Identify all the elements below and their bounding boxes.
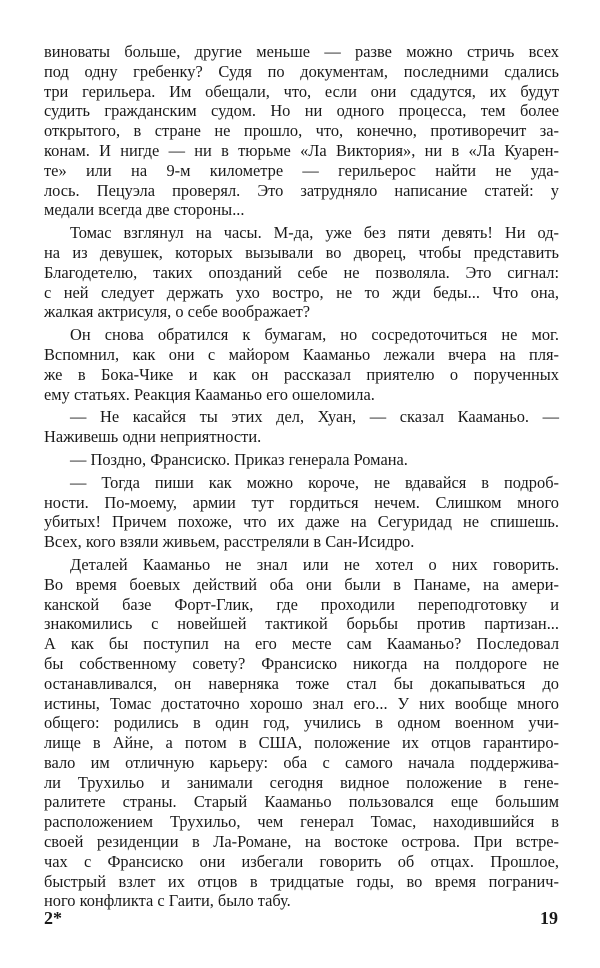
text-line: жалкая актрисуля, о себе воображает?	[44, 302, 311, 322]
page-number: 19	[540, 908, 558, 928]
text-line: расположением Трухильо, чем генерал Томас, находившийся в	[44, 812, 559, 832]
text-line: — Поздно, Франсиско. Приказ генерала Романа.	[70, 449, 408, 469]
text-line: вало им отличную карьеру: оба с самого начала поддержива-	[44, 752, 559, 772]
text-line: чах с Франсиско они избегали говорить об отцах. Прошлое,	[44, 851, 559, 871]
text-line: конам. И нигде — ни в тюрьме «Ла Виктория», ни в «Ла Куарен-	[44, 140, 559, 160]
text-line: судить гражданским судом. Но ни одного процесса, тем более	[44, 101, 559, 121]
text-line: Всех, кого взяли живьем, расстреляли в Сан-Исидро.	[44, 532, 415, 552]
text-line: Деталей Кааманьо не знал или не хотел о них говорить.	[70, 554, 559, 574]
text-line: своей резиденции в Ла-Романе, на востоке острова. При встре-	[44, 832, 559, 852]
text-line: открытого, в стране не прошло, что, конечно, противоречит за-	[44, 121, 559, 141]
text-line: бы собственному совету? Франсиско никогда на полдороге не	[44, 653, 559, 673]
text-line: истины, Томас достаточно хорошо знал его... У них вообще много	[44, 693, 559, 713]
text-line: — Не касайся ты этих дел, Хуан, — сказал Кааманьо. —	[70, 407, 559, 427]
text-line: быстрый взлет их отцов в тридцатые годы, во время погранич-	[44, 871, 559, 891]
text-line: убитых! Причем похоже, что их даже на Сегуридад не спишешь.	[44, 512, 559, 532]
text-line: ли Трухильо и занимали сегодня видное положение в гене-	[44, 772, 559, 792]
paragraph	[44, 407, 559, 447]
text-line: общего: родились в один год, учились в одном военном учи-	[44, 713, 559, 733]
text-line: под одну гребенку? Судя по документам, последними сдались	[44, 61, 559, 81]
text-line: Вспомнил, как они с майором Кааманьо лежали вчера на пля-	[44, 344, 559, 364]
text-line: Наживешь одни неприятности.	[44, 427, 262, 447]
printer-signature-mark: 2*	[44, 908, 62, 928]
page-body-text	[44, 42, 559, 911]
text-line: на из девушек, которых вызывали во дворец, чтобы представить	[44, 242, 559, 262]
paragraph	[44, 450, 559, 470]
text-line: — Тогда пиши как можно короче, не вдавайся в подроб-	[70, 472, 559, 492]
text-line: знакомились с новейшей тактикой борьбы против партизан...	[44, 614, 559, 634]
text-line: три герильера. Им обещали, что, если они сдадутся, их будут	[44, 81, 559, 101]
text-line: ного конфликта с Гаити, было табу.	[44, 891, 291, 911]
text-line: Он снова обратился к бумагам, но сосредоточиться не мог.	[70, 325, 559, 345]
paragraph	[44, 473, 559, 552]
paragraph	[44, 223, 559, 322]
text-line: с ней следует держать ухо востро, не то жди беды... Что она,	[44, 282, 559, 302]
text-line: ности. По-моему, армии тут гордиться нечем. Слишком много	[44, 492, 559, 512]
paragraph	[44, 42, 559, 220]
paragraph	[44, 555, 559, 911]
text-line: останавливался, он наверняка тоже стал бы докапываться до	[44, 673, 559, 693]
text-line: ралитете страны. Старый Кааманьо пользовался еще большим	[44, 792, 559, 812]
text-line: А как бы поступил на его месте сам Кааманьо? Последовал	[44, 634, 559, 654]
text-line: Томас взглянул на часы. М-да, уже без пяти девять! Ни од-	[70, 223, 559, 243]
text-line: виноваты больше, другие меньше — разве можно стричь всех	[44, 42, 559, 61]
text-line: медали всегда две стороны...	[44, 200, 245, 220]
text-line: канской базе Форт-Глик, где проходили переподготовку и	[44, 594, 559, 614]
text-line: Благодетелю, таких опозданий себе не позволяла. Это сигнал:	[44, 262, 559, 282]
text-line: Во время боевых действий оба они были в Панаме, на амери-	[44, 574, 559, 594]
text-line: же в Бока-Чике и как он рассказал приятелю о порученных	[44, 364, 559, 384]
text-line: лось. Пецуэла проверял. Это затрудняло написание статей: у	[44, 180, 559, 200]
paragraph	[44, 325, 559, 404]
text-line: те» или на 9-м километре — герильерос найти не уда-	[44, 160, 559, 180]
text-line: ему статьях. Реакция Кааманьо его ошеломила.	[44, 384, 375, 404]
text-line: лище в Айне, а потом в США, положение их отцов гарантиро-	[44, 733, 559, 753]
